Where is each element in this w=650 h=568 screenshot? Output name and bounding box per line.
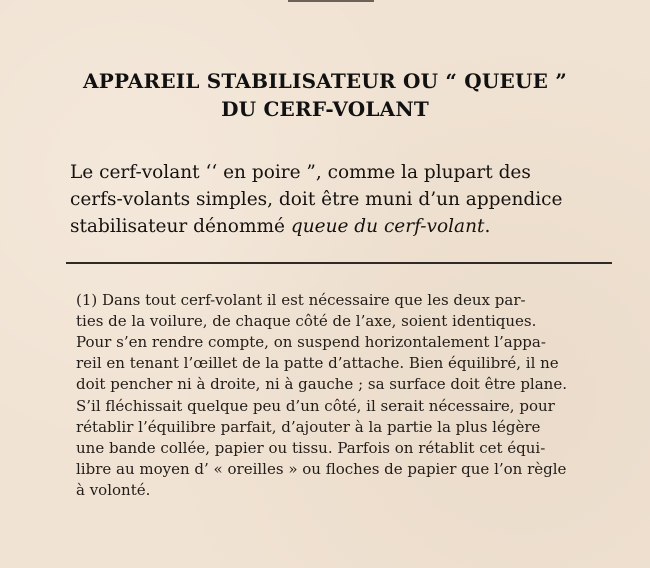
intro-italic-term: queue du cerf-volant xyxy=(290,216,485,237)
footnote-line-8: une bande collée, papier ou tissu. Parfois on rétablit cet équi- xyxy=(76,439,546,457)
page-title-line-2: DU CERF-VOLANT xyxy=(221,97,429,121)
intro-line-2: cerfs-volants simples, doit être muni d’un appendice xyxy=(70,189,563,210)
footnote-line-1: (1) Dans tout cerf-volant il est nécessaire que les deux par- xyxy=(76,291,526,309)
footnote-line-2: ties de la voilure, de chaque côté de l’axe, soient identiques. xyxy=(76,312,537,330)
footnote-line-4: reil en tenant l’œillet de la patte d’attache. Bien équilibré, il ne xyxy=(76,354,559,372)
footnote-line-3: Pour s’en rendre compte, on suspend horizontalement l’appa- xyxy=(76,333,546,351)
intro-line-3 xyxy=(70,213,615,240)
page-title-line-1: APPAREIL STABILISATEUR OU “ QUEUE ” xyxy=(83,69,567,93)
section-divider xyxy=(66,262,612,264)
intro-line-1: Le cerf-volant ‘‘ en poire ”, comme la plupart des xyxy=(70,162,531,183)
footnote-line-5: doit pencher ni à droite, ni à gauche ; sa surface doit être plane. xyxy=(76,375,567,393)
intro-line-3-suffix: . xyxy=(484,216,491,237)
top-rule xyxy=(288,0,374,2)
intro-line-3-prefix: stabilisateur dénommé xyxy=(70,216,291,237)
footnote-line-9: libre au moyen d’ « oreilles » ou floches de papier que l’on règle xyxy=(76,460,567,478)
footnote-line-6: S’il fléchissait quelque peu d’un côté, il serait nécessaire, pour xyxy=(76,397,555,415)
footnote-line-7: rétablir l’équilibre parfait, d’ajouter à la partie la plus légère xyxy=(76,418,541,436)
footnote-line-10: à volonté. xyxy=(76,481,151,499)
